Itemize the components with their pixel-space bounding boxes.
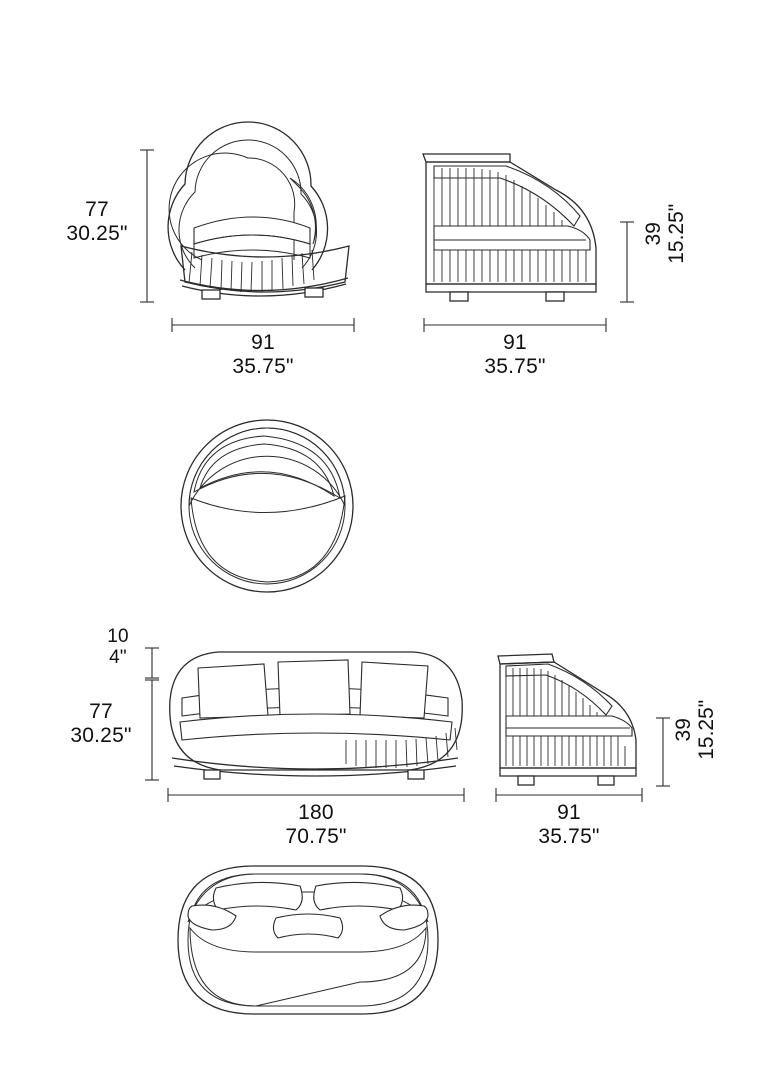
- chair-side-height-metric: 39: [642, 222, 666, 246]
- chair-front-height-imperial: 30.25": [66, 221, 128, 245]
- sofa-side-height-metric: 39: [672, 718, 696, 742]
- chair-front-height-dimline: [140, 150, 154, 302]
- sofa-front-width-label: [256, 801, 376, 848]
- sofa-front-view: [160, 640, 470, 790]
- sofa-side-height-dimline: [656, 718, 670, 786]
- chair-front-width-imperial: 35.75": [232, 354, 294, 378]
- chair-front-width-metric: 91: [251, 331, 275, 354]
- chair-side-height-dimline: [620, 222, 634, 302]
- chair-front-width-dimline: [172, 318, 354, 332]
- chair-side-width-metric: 91: [503, 331, 527, 354]
- chair-side-width-dimline: [424, 318, 606, 332]
- sofa-cushion-metric: 10: [107, 626, 129, 647]
- chair-side-width-label: [455, 331, 575, 378]
- sofa-front-height-dimline: [145, 680, 159, 780]
- sofa-front-width-dimline: [168, 788, 464, 802]
- chair-side-width-imperial: 35.75": [484, 354, 546, 378]
- sofa-side-width-imperial: 35.75": [538, 824, 600, 848]
- chair-side-view: [418, 144, 618, 314]
- chair-front-width-label: [203, 331, 323, 378]
- chair-top-view: [178, 414, 358, 594]
- sofa-cushion-imperial: 4": [109, 647, 127, 669]
- chair-front-height-metric: 77: [85, 198, 109, 221]
- chair-front-view: [150, 140, 380, 315]
- sofa-top-view: [176, 862, 440, 1020]
- sofa-cushion-height-label: [92, 626, 144, 669]
- sofa-front-height-metric: 77: [89, 700, 113, 723]
- sofa-side-height-imperial: 15.25": [695, 699, 719, 760]
- sofa-side-width-dimline: [496, 788, 642, 802]
- sofa-side-width-metric: 91: [557, 801, 581, 824]
- sofa-cushion-height-dimline: [145, 648, 159, 678]
- sofa-front-width-imperial: 70.75": [285, 824, 347, 848]
- chair-front-height-label: [58, 198, 136, 245]
- sofa-front-height-imperial: 30.25": [70, 723, 132, 747]
- sofa-side-view: [490, 648, 650, 788]
- chair-side-height-imperial: 15.25": [665, 203, 689, 264]
- sofa-side-width-label: [509, 801, 629, 848]
- sofa-front-width-metric: 180: [298, 801, 334, 824]
- sofa-front-height-label: [62, 700, 140, 747]
